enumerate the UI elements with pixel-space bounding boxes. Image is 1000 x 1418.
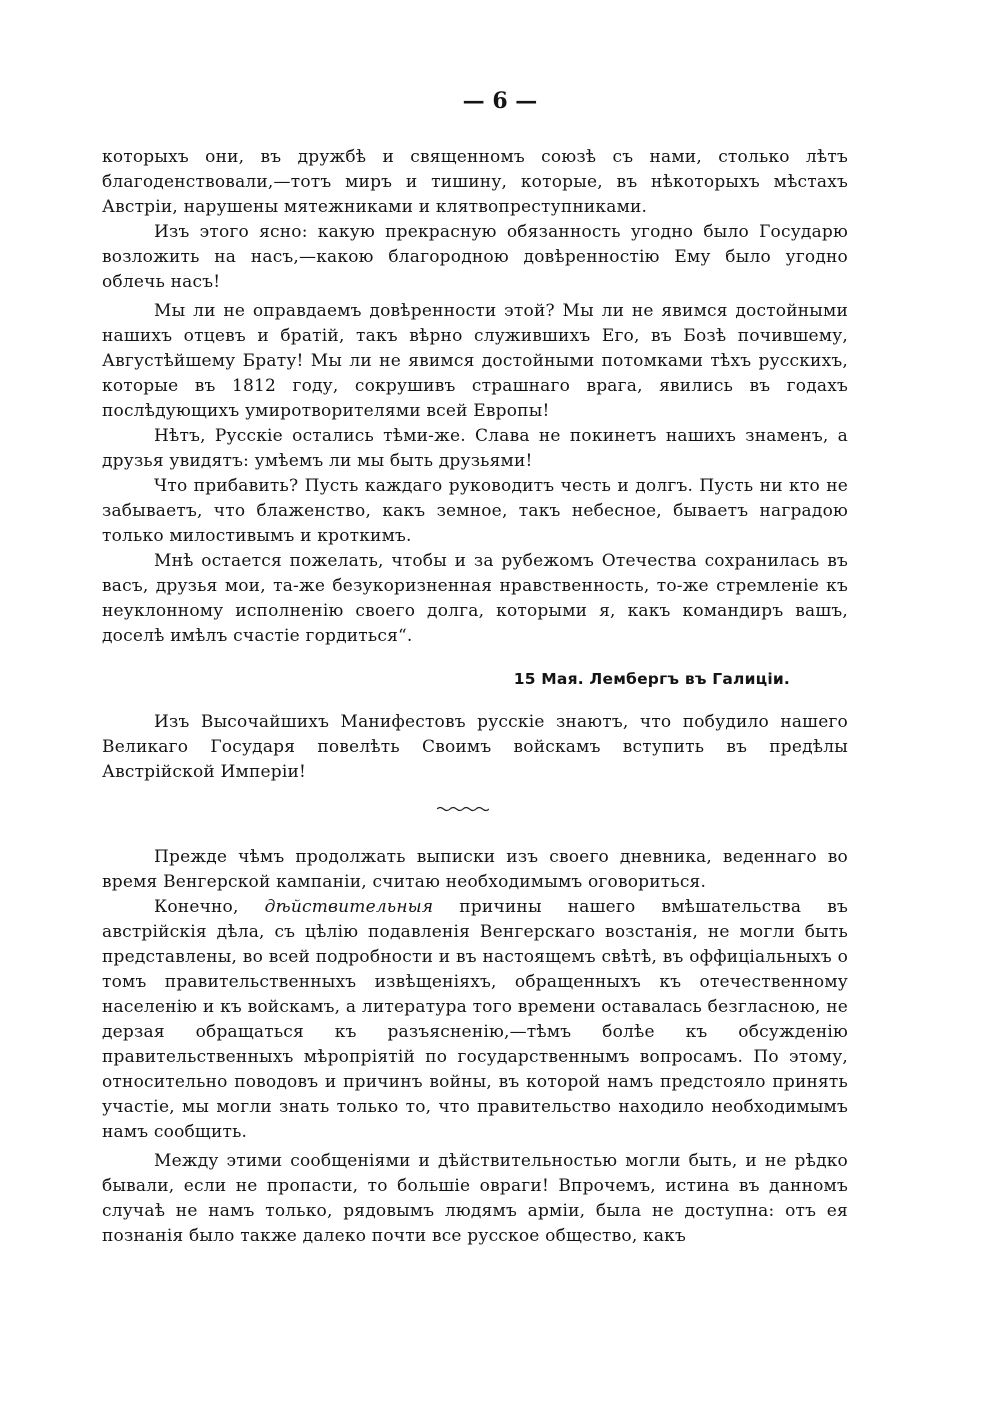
body-text xyxy=(102,145,848,1249)
wave-divider-icon xyxy=(437,805,489,813)
paragraph: Что прибавить? Пусть каждаго руководитъ честь и долгъ. Пусть ни кто не забываетъ, что блаженство, какъ земное, такъ небесное, бываетъ наградою только милостивымъ и кроткимъ. xyxy=(102,476,848,546)
paragraph: Изъ этого ясно: какую прекрасную обязанность угодно было Государю возложить на насъ,—какою благородною довѣренностію Ему было угодно облечь насъ! xyxy=(102,222,848,292)
paragraph xyxy=(102,895,848,1145)
italic-term: дѣйствительныя xyxy=(264,897,434,917)
paragraph: Мнѣ остается пожелать, чтобы и за рубежомъ Отечества сохранилась въ васъ, друзья мои, та-же безукоризненная нравственность, то-же стремленіе къ неуклонному исполненію своего долга, которыми я, какъ командиръ вашъ, доселѣ имѣлъ счастіе гордиться“. xyxy=(102,551,848,646)
paragraph-rest: причины нашего вмѣшательства въ австрійскія дѣла, съ цѣлію подавленія Венгерскаго возстанія, не могли быть представлены, во всей подробности и въ настоящемъ свѣтѣ, въ оффиціальныхъ о томъ правительственныхъ извѣщеніяхъ, обращенныхъ къ отечественному населенію и къ войскамъ, а литература того времени оставалась безгласною, не дерзая обращаться къ разъясненію,—тѣмъ болѣе къ обсужденію правительственныхъ мѣропріятій по государственнымъ вопросамъ. По этому, относительно поводовъ и причинъ войны, въ которой намъ предстояло принять участіе, мы могли знать только то, что правительство находило необходимымъ намъ сообщить. xyxy=(102,897,849,1142)
manifest-paragraph: Изъ Высочайшихъ Манифестовъ русскіе знаютъ, что побудило нашего Великаго Государя повелѣть Своимъ войскамъ вступить въ предѣлы Австрійской Имперіи! xyxy=(102,712,848,782)
paragraph: Между этими сообщеніями и дѣйствительностью могли быть, и не рѣдко бывали, если не пропасти, то большіе овраги! Впрочемъ, истина въ данномъ случаѣ не намъ только, рядовымъ людямъ арміи, была не доступна: отъ ея познанія было также далеко почти все русское общество, какъ xyxy=(102,1151,848,1246)
section-divider xyxy=(102,785,848,845)
paragraph-continued: которыхъ они, въ дружбѣ и священномъ союзѣ съ нами, столько лѣтъ благоденствовали,—тотъ миръ и тишину, которые, въ нѣкоторыхъ мѣстахъ Австріи, нарушены мятежниками и клятвопреступниками. xyxy=(102,147,848,217)
dateline: 15 Мая. Лембергъ въ Галиціи. xyxy=(513,670,790,688)
page-number: — 6 — xyxy=(462,88,538,114)
paragraph-start: Конечно, xyxy=(154,897,239,917)
paragraph: Мы ли не оправдаемъ довѣренности этой? Мы ли не явимся достойными нашихъ отцевъ и братій, такъ вѣрно служившихъ Его, въ Бозѣ почившему, Августѣйшему Брату! Мы ли не явимся достойными потомками тѣхъ русскихъ, которые въ 1812 году, сокрушивъ страшнаго врага, явились въ годахъ послѣдующихъ умиротворителями всей Европы! xyxy=(102,301,848,421)
paragraph: Нѣтъ, Русскіе остались тѣми-же. Слава не покинетъ нашихъ знаменъ, а друзья увидятъ: умѣемъ ли мы быть друзьями! xyxy=(102,426,848,471)
paragraph: Прежде чѣмъ продолжать выписки изъ своего дневника, веденнаго во время Венгерской кампаніи, считаю необходимымъ оговориться. xyxy=(102,847,848,892)
